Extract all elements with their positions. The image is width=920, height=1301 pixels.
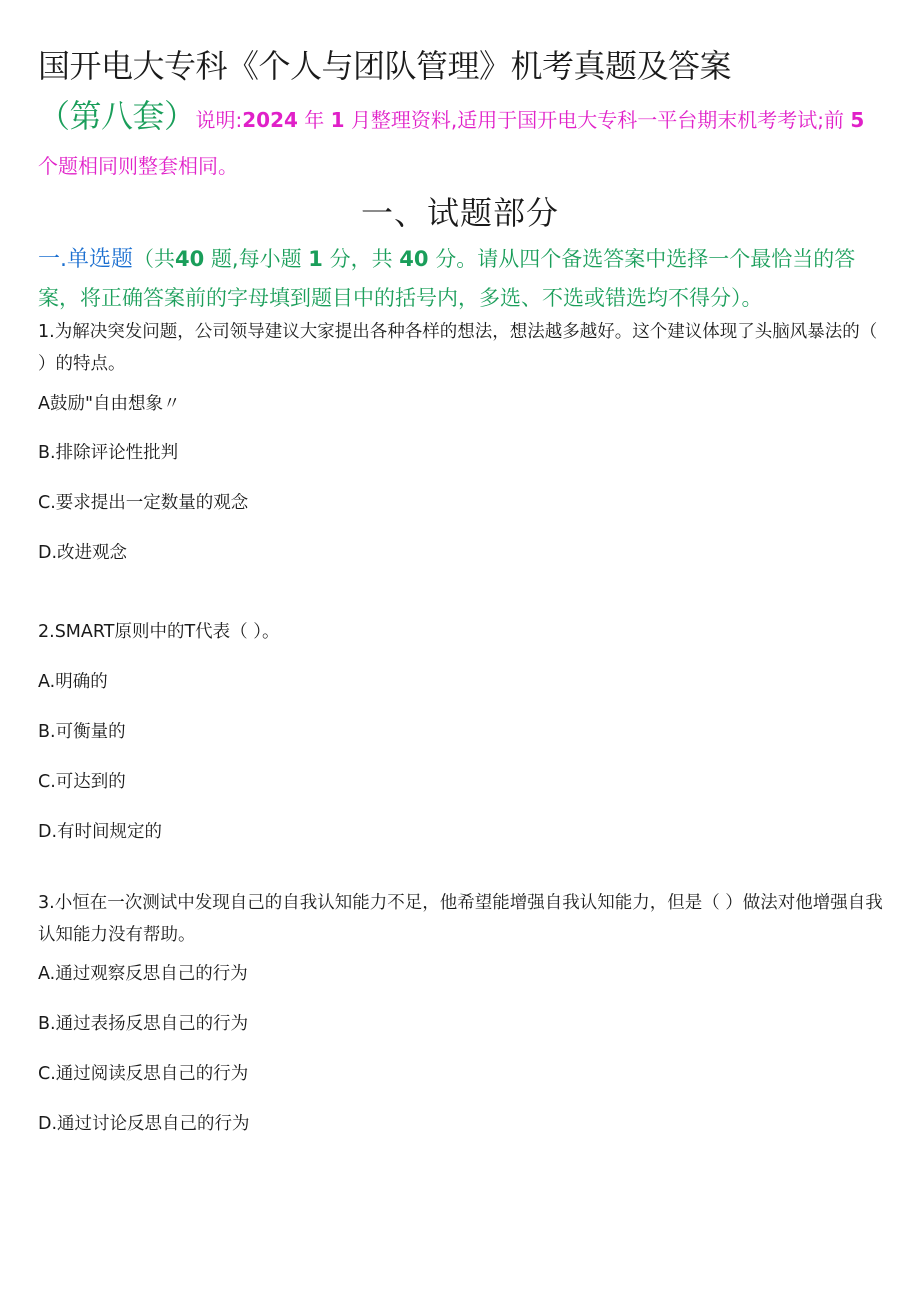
instructions-part3: 分，共	[329, 247, 393, 271]
note-month: 1	[330, 108, 345, 132]
title-edition: （第八套）	[38, 97, 196, 135]
note-mid2: 月整理资料,适用于国开电大专科一平台期末机考考试;前	[350, 108, 845, 132]
question-option: B.排除评论性批判	[38, 443, 179, 463]
question-option: C.要求提出一定数量的观念	[38, 493, 249, 513]
question-option: A.通过观察反思自己的行为	[38, 964, 248, 984]
instructions-total-points: 40	[399, 247, 429, 271]
instructions-points-each: 1	[308, 247, 323, 271]
note-mid1: 年	[304, 108, 325, 132]
question-stem: 3.小恒在一次测试中发现自己的自我认知能力不足，他希望能增强自我认知能力，但是（ ）做法对他增强自我认知能力没有帮助。	[38, 893, 883, 945]
instructions-part2: 题,每小题	[210, 247, 302, 271]
note-count: 5	[850, 108, 865, 132]
instructions-part4: 分。请从四个备选答案中选择一个最恰当的答案，将正确答案前的字母填到题目中的括号内，多选、不选或错选均不得分）。	[38, 247, 856, 310]
section-heading: 一、试题部分	[360, 194, 559, 232]
question-option: D.通过讨论反思自己的行为	[38, 1114, 250, 1134]
question-option: B.通过表扬反思自己的行为	[38, 1014, 249, 1034]
note-year: 2024	[242, 108, 298, 132]
note-tail: 个题相同则整套相同。	[38, 154, 238, 178]
title-main: 国开电大专科《个人与团队管理》机考真题及答案	[38, 47, 732, 85]
instructions-num-questions: 40	[175, 247, 205, 271]
instructions-part1: （共	[133, 247, 175, 271]
question-stem: 2.SMART原则中的T代表（ ）。	[38, 622, 280, 642]
note-prefix: 说明:	[195, 108, 243, 132]
question-option: D.有时间规定的	[38, 822, 163, 842]
question-option: D.改进观念	[38, 543, 128, 563]
section-instructions	[38, 240, 884, 317]
question-option: C.通过阅读反思自己的行为	[38, 1064, 249, 1084]
question-option: A鼓励"自由想象〃	[38, 394, 181, 414]
instructions-head: 一.单选题	[38, 247, 133, 272]
question-option: C.可达到的	[38, 772, 126, 792]
question-stem: 1.为解决突发问题，公司领导建议大家提出各种各样的想法，想法越多越好。这个建议体现了头脑风暴法的（ ）的特点。	[38, 322, 878, 374]
document-title	[38, 44, 884, 190]
question-option: B.可衡量的	[38, 722, 126, 742]
question-option: A.明确的	[38, 672, 108, 692]
